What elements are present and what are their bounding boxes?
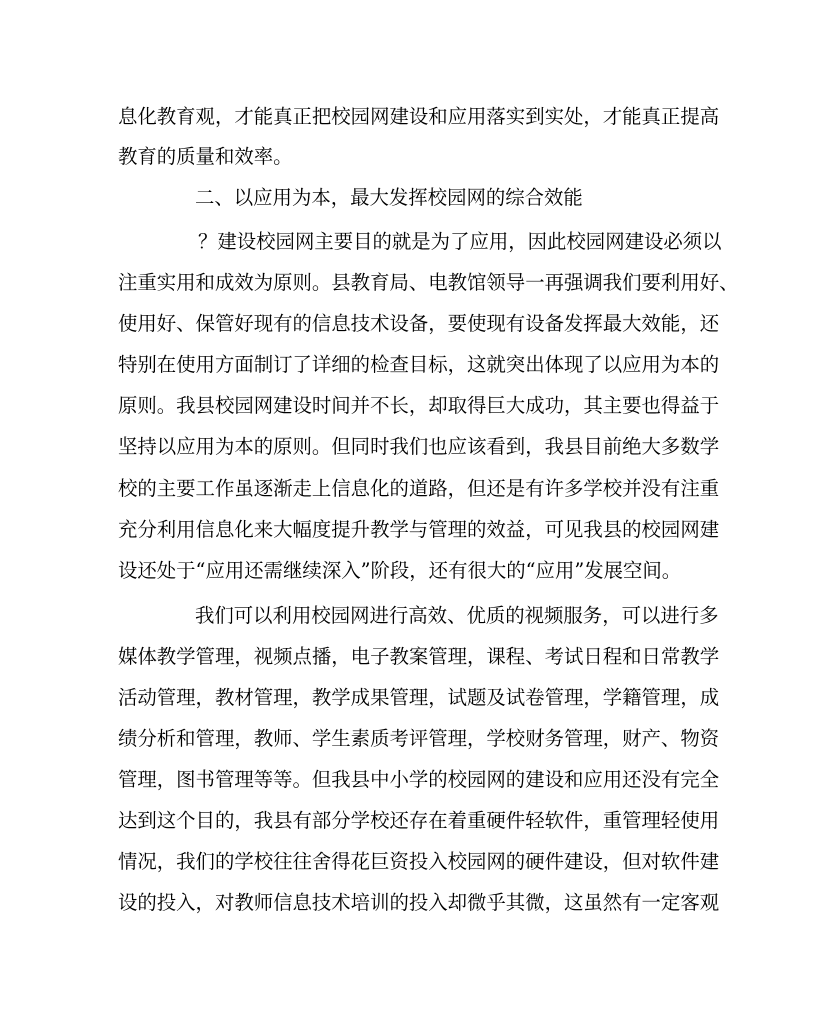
text-line: 设的投入，对教师信息技术培训的投入却微乎其微，这虽然有一定客观 <box>118 891 720 914</box>
text-line: 情况，我们的学校往往舍得花巨资投入校园网的硬件建设，但对软件建 <box>118 850 720 873</box>
text-line: 媒体教学管理，视频点播，电子教案管理，课程、考试日程和日常教学 <box>118 645 720 668</box>
text-line: ？建设校园网主要目的就是为了应用，因此校园网建设必须以 <box>198 230 722 253</box>
section-heading: 二、以应用为本，最大发挥校园网的综合效能 <box>195 186 583 209</box>
text-line: 我们可以利用校园网进行高效、优质的视频服务，可以进行多 <box>195 604 719 627</box>
text-line: 特别在使用方面制订了详细的检查目标，这就突出体现了以应用为本的 <box>118 353 720 376</box>
text-line: 活动管理，教材管理，教学成果管理，试题及试卷管理，学籍管理，成 <box>118 686 720 709</box>
text-line: 设还处于“应用还需继续深入”阶段，还有很大的“应用”发展空间。 <box>118 559 682 582</box>
text-line: 注重实用和成效为原则。县教育局、电教馆领导一再强调我们要利用好、 <box>118 271 739 294</box>
text-line: 充分利用信息化来大幅度提升教学与管理的效益，可见我县的校园网建 <box>118 518 720 541</box>
text-line: 绩分析和管理，教师、学生素质考评管理，学校财务管理，财产、物资 <box>118 727 720 750</box>
text-line: 教育的质量和效率。 <box>118 145 293 168</box>
text-line: 息化教育观，才能真正把校园网建设和应用落实到实处，才能真正提高 <box>118 105 720 128</box>
text-line: 原则。我县校园网建设时间并不长，却取得巨大成功，其主要也得益于 <box>118 394 720 417</box>
text-line: 达到这个目的，我县有部分学校还存在着重硬件轻软件，重管理轻使用 <box>118 809 720 832</box>
text-line: 使用好、保管好现有的信息技术设备，要使现有设备发挥最大效能，还 <box>118 312 720 335</box>
text-line: 校的主要工作虽逐渐走上信息化的道路，但还是有许多学校并没有注重 <box>118 477 720 500</box>
text-line: 坚持以应用为本的原则。但同时我们也应该看到，我县目前绝大多数学 <box>118 435 720 458</box>
text-line: 管理，图书管理等等。但我县中小学的校园网的建设和应用还没有完全 <box>118 768 720 791</box>
